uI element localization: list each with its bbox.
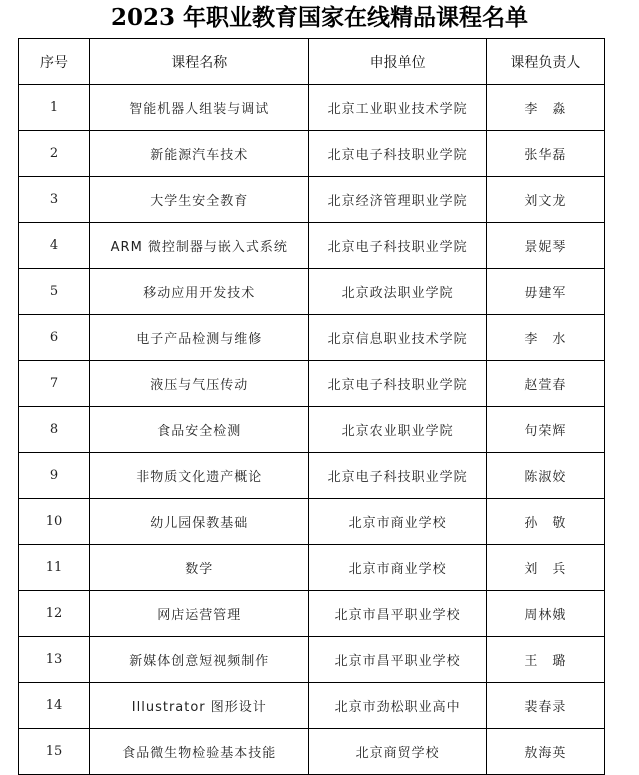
cell-course-name: 大学生安全教育: [90, 177, 309, 223]
cell-lead: 孙 敬: [486, 499, 604, 545]
cell-lead: 周林娥: [486, 591, 604, 637]
cell-course-name: 新媒体创意短视频制作: [90, 637, 309, 683]
course-table: [18, 38, 605, 775]
header-no: 序号: [19, 39, 90, 85]
cell-lead: 李 水: [486, 315, 604, 361]
table-row: [19, 85, 605, 131]
cell-course-name: 网店运营管理: [90, 591, 309, 637]
cell-unit: 北京电子科技职业学院: [309, 131, 486, 177]
header-lead: 课程负责人: [486, 39, 604, 85]
cell-lead: 句荣辉: [486, 407, 604, 453]
cell-course-name: 电子产品检测与维修: [90, 315, 309, 361]
page-title: 2023 年职业教育国家在线精品课程名单: [110, 4, 529, 31]
table-row: [19, 407, 605, 453]
cell-course-name: 食品安全检测: [90, 407, 309, 453]
cell-course-name: 智能机器人组装与调试: [90, 85, 309, 131]
table-row: [19, 683, 605, 729]
cell-unit: 北京政法职业学院: [309, 269, 486, 315]
cell-lead: 裴春录: [486, 683, 604, 729]
cell-unit: 北京电子科技职业学院: [309, 453, 486, 499]
cell-course-name: 新能源汽车技术: [90, 131, 309, 177]
cell-unit: 北京经济管理职业学院: [309, 177, 486, 223]
cell-number: 1: [19, 85, 90, 131]
table-row: [19, 545, 605, 591]
header-unit: 申报单位: [309, 39, 486, 85]
header-course-name: 课程名称: [90, 39, 309, 85]
cell-number: 14: [19, 683, 90, 729]
table-header-row: [19, 39, 605, 85]
cell-number: 15: [19, 729, 90, 775]
cell-number: 13: [19, 637, 90, 683]
cell-unit: 北京信息职业技术学院: [309, 315, 486, 361]
table-row: [19, 729, 605, 775]
table-row: [19, 223, 605, 269]
cell-lead: 陈淑姣: [486, 453, 604, 499]
cell-course-name: 移动应用开发技术: [90, 269, 309, 315]
table-body: [19, 85, 605, 775]
cell-number: 8: [19, 407, 90, 453]
cell-course-name: ARM 微控制器与嵌入式系统: [90, 223, 309, 269]
cell-number: 3: [19, 177, 90, 223]
cell-lead: 张华磊: [486, 131, 604, 177]
cell-number: 11: [19, 545, 90, 591]
cell-lead: 王 璐: [486, 637, 604, 683]
table-row: [19, 315, 605, 361]
cell-unit: 北京市昌平职业学校: [309, 591, 486, 637]
cell-unit: 北京市商业学校: [309, 499, 486, 545]
table-row: [19, 269, 605, 315]
cell-unit: 北京市昌平职业学校: [309, 637, 486, 683]
cell-course-name: 食品微生物检验基本技能: [90, 729, 309, 775]
table-row: [19, 453, 605, 499]
cell-number: 4: [19, 223, 90, 269]
cell-number: 2: [19, 131, 90, 177]
cell-number: 5: [19, 269, 90, 315]
cell-number: 10: [19, 499, 90, 545]
cell-lead: 刘文龙: [486, 177, 604, 223]
cell-lead: 李 淼: [486, 85, 604, 131]
cell-course-name: 数学: [90, 545, 309, 591]
cell-course-name: 非物质文化遗产概论: [90, 453, 309, 499]
table-row: [19, 499, 605, 545]
cell-lead: 赵萱春: [486, 361, 604, 407]
table-row: [19, 591, 605, 637]
cell-lead: 毋建军: [486, 269, 604, 315]
cell-course-name: 液压与气压传动: [90, 361, 309, 407]
cell-unit: 北京市商业学校: [309, 545, 486, 591]
cell-number: 12: [19, 591, 90, 637]
cell-number: 6: [19, 315, 90, 361]
cell-lead: 景妮琴: [486, 223, 604, 269]
cell-unit: 北京农业职业学院: [309, 407, 486, 453]
table-row: [19, 131, 605, 177]
cell-number: 7: [19, 361, 90, 407]
cell-unit: 北京电子科技职业学院: [309, 223, 486, 269]
cell-unit: 北京工业职业技术学院: [309, 85, 486, 131]
cell-lead: 刘 兵: [486, 545, 604, 591]
cell-course-name: 幼儿园保教基础: [90, 499, 309, 545]
cell-number: 9: [19, 453, 90, 499]
table-row: [19, 637, 605, 683]
table-row: [19, 361, 605, 407]
table-row: [19, 177, 605, 223]
cell-unit: 北京市劲松职业高中: [309, 683, 486, 729]
cell-course-name: Illustrator 图形设计: [90, 683, 309, 729]
cell-lead: 敖海英: [486, 729, 604, 775]
cell-unit: 北京商贸学校: [309, 729, 486, 775]
cell-unit: 北京电子科技职业学院: [309, 361, 486, 407]
